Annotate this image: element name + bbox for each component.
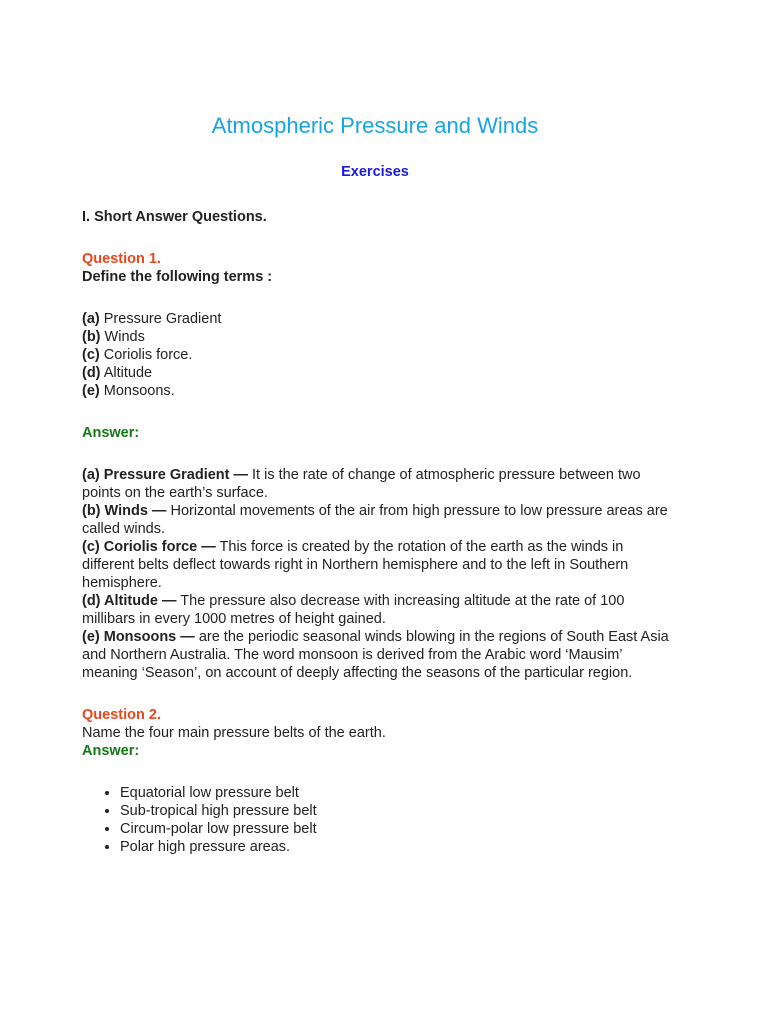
answer-item: (b) Winds — Horizontal movements of the air from high pressure to low pressure areas are called winds. (82, 503, 668, 537)
page-subtitle: Exercises (341, 164, 409, 180)
answer-1-label: Answer: (82, 425, 140, 441)
list-item: • Polar high pressure areas. (120, 838, 677, 856)
term-item: (e) Monsoons. (82, 383, 175, 399)
question-2-label: Question 2. (82, 707, 161, 723)
document-body (82, 208, 677, 856)
list-item: • Sub-tropical high pressure belt (120, 802, 677, 820)
answer-item: (a) Pressure Gradient — It is the rate of change of atmospheric pressure between two points on the earth’s surface. (82, 467, 641, 501)
question-1-label: Question 1. (82, 251, 161, 267)
answer-item: (e) Monsoons — are the periodic seasonal winds blowing in the regions of South East Asia and Northern Australia. The word monsoon is derived from the Arabic word ‘Mausim’ meaning ‘Season’, on account of deeply affecting the seasons of the particular region. (82, 629, 669, 681)
list-item: • Circum-polar low pressure belt (120, 820, 677, 838)
term-list (82, 310, 677, 400)
answer-item: (c) Coriolis force — This force is created by the rotation of the earth as the winds in different belts deflect towards right in Northern hemisphere and to the left in Southern hemisphere. (82, 539, 629, 591)
answer-2-label: Answer: (82, 743, 140, 759)
term-item: (d) Altitude (82, 365, 153, 381)
term-item: (b) Winds (82, 329, 145, 345)
answer-item: (d) Altitude — The pressure also decrease with increasing altitude at the rate of 100 millibars in every 1000 metres of height gained. (82, 593, 625, 627)
section-heading: I. Short Answer Questions. (82, 209, 267, 225)
page-title: Atmospheric Pressure and Winds (211, 113, 539, 138)
term-item: (c) Coriolis force. (82, 347, 193, 363)
question-2-prompt: Name the four main pressure belts of the earth. (82, 725, 386, 741)
term-item: (a) Pressure Gradient (82, 311, 222, 327)
pressure-belt-list (82, 784, 677, 856)
answer-1-list (82, 466, 677, 682)
list-item: • Equatorial low pressure belt (120, 784, 677, 802)
question-1-prompt: Define the following terms : (82, 269, 273, 285)
